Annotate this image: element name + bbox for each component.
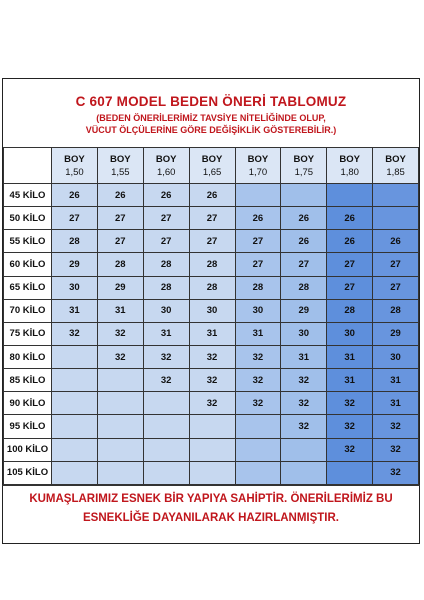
column-header-word: BOY (339, 153, 360, 165)
size-cell: 29 (52, 253, 98, 276)
size-cell: 32 (189, 392, 235, 415)
size-cell: 27 (373, 253, 419, 276)
size-cell: 31 (327, 345, 373, 368)
size-cell (189, 415, 235, 438)
size-cell: 29 (373, 322, 419, 345)
column-header (52, 148, 98, 184)
size-cell (97, 369, 143, 392)
column-header-height: 1,70 (248, 166, 268, 178)
size-cell: 31 (52, 299, 98, 322)
size-cell: 28 (235, 276, 281, 299)
table-row (4, 369, 419, 392)
size-cell: 30 (373, 345, 419, 368)
size-cell: 32 (143, 345, 189, 368)
row-label: 75 KİLO (4, 322, 52, 345)
row-label: 70 KİLO (4, 299, 52, 322)
size-cell (235, 461, 281, 484)
size-cell: 30 (52, 276, 98, 299)
page-title: C 607 MODEL BEDEN ÖNERİ TABLOMUZ (75, 94, 347, 109)
size-cell: 30 (327, 322, 373, 345)
size-cell: 27 (97, 230, 143, 253)
size-cell (327, 461, 373, 484)
size-cell: 32 (373, 415, 419, 438)
column-header-height: 1,80 (340, 166, 359, 178)
size-cell: 26 (327, 207, 373, 230)
size-cell: 32 (327, 392, 373, 415)
size-cell (281, 184, 327, 207)
size-cell: 27 (143, 230, 189, 253)
size-cell (52, 369, 98, 392)
size-cell: 27 (235, 230, 281, 253)
size-cell (235, 184, 281, 207)
size-cell: 28 (373, 299, 419, 322)
size-cell: 31 (235, 322, 281, 345)
size-cell: 30 (143, 299, 189, 322)
size-cell (189, 461, 235, 484)
size-cell (143, 438, 189, 461)
size-cell: 32 (97, 345, 143, 368)
size-cell: 26 (189, 184, 235, 207)
size-cell: 30 (281, 322, 327, 345)
row-label: 80 KİLO (4, 345, 52, 368)
size-cell: 32 (143, 369, 189, 392)
size-cell: 27 (143, 207, 189, 230)
corner-cell (4, 148, 52, 184)
table-row (4, 299, 419, 322)
row-label: 90 KİLO (4, 392, 52, 415)
size-cell (373, 184, 419, 207)
column-header-height: 1,55 (111, 166, 130, 178)
row-label: 50 KİLO (4, 207, 52, 230)
size-cell: 31 (189, 322, 235, 345)
size-cell (143, 415, 189, 438)
size-cell: 27 (327, 276, 373, 299)
row-label: 105 KİLO (4, 461, 52, 484)
column-header-height: 1,60 (156, 166, 176, 178)
size-cell (52, 415, 98, 438)
row-label: 45 KİLO (4, 184, 52, 207)
title-box (2, 78, 420, 146)
size-cell: 32 (327, 438, 373, 461)
column-header-word: BOY (385, 153, 406, 165)
size-cell (143, 461, 189, 484)
subtitle (2, 112, 420, 136)
size-cell: 28 (143, 276, 189, 299)
size-cell: 26 (373, 230, 419, 253)
footer-line-1: KUMAŞLARIMIZ ESNEK BİR YAPIYA SAHİPTİR. ÖNERİLERİMİZ BU (29, 493, 393, 505)
size-cell: 31 (373, 369, 419, 392)
table-row (4, 438, 419, 461)
column-header-height: 1,75 (294, 166, 314, 178)
size-cell: 26 (97, 184, 143, 207)
size-cell: 27 (189, 207, 235, 230)
table-row (4, 392, 419, 415)
size-cell: 32 (327, 415, 373, 438)
size-cell: 26 (235, 207, 281, 230)
size-cell: 32 (52, 322, 98, 345)
column-header-height: 1,50 (65, 166, 84, 178)
size-cell: 32 (189, 369, 235, 392)
size-cell: 32 (373, 461, 419, 484)
table-row (4, 322, 419, 345)
size-cell: 32 (281, 415, 327, 438)
size-cell (52, 392, 98, 415)
column-header-word: BOY (64, 153, 85, 165)
size-cell: 28 (189, 253, 235, 276)
size-cell: 27 (235, 253, 281, 276)
size-cell: 32 (373, 438, 419, 461)
size-cell: 32 (281, 392, 327, 415)
column-header-word: BOY (110, 153, 131, 165)
row-label: 85 KİLO (4, 369, 52, 392)
row-label: 100 KİLO (4, 438, 52, 461)
size-cell: 31 (97, 299, 143, 322)
size-table (3, 147, 419, 485)
table-row (4, 207, 419, 230)
header-row (4, 148, 419, 184)
subtitle-line-2: VÜCUT ÖLÇÜLERİNE GÖRE DEĞİŞİKLİK GÖSTEREBİLİR.) (85, 125, 337, 135)
table-row (4, 230, 419, 253)
table-row (4, 276, 419, 299)
size-cell: 27 (189, 230, 235, 253)
row-label: 95 KİLO (4, 415, 52, 438)
size-cell: 32 (97, 322, 143, 345)
size-cell: 28 (189, 276, 235, 299)
size-cell (97, 461, 143, 484)
subtitle-line-1: (BEDEN ÖNERİLERİMİZ TAVSİYE NİTELİĞİNDE OLUP, (96, 113, 326, 123)
size-cell: 32 (235, 392, 281, 415)
size-cell: 26 (281, 230, 327, 253)
column-header-word: BOY (247, 153, 269, 165)
size-cell: 30 (189, 299, 235, 322)
size-cell (281, 438, 327, 461)
size-cell: 31 (327, 369, 373, 392)
size-cell: 29 (97, 276, 143, 299)
size-cell: 32 (189, 345, 235, 368)
footer-line-2: ESNEKLİĞE DAYANILARAK HAZIRLANMIŞTIR. (83, 512, 339, 524)
column-header (143, 148, 189, 184)
table-row (4, 461, 419, 484)
size-cell: 26 (52, 184, 98, 207)
row-label: 60 KİLO (4, 253, 52, 276)
size-cell: 30 (235, 299, 281, 322)
size-cell: 32 (235, 369, 281, 392)
table-row (4, 345, 419, 368)
table-row (4, 253, 419, 276)
size-cell: 26 (281, 207, 327, 230)
size-cell: 28 (97, 253, 143, 276)
size-cell: 27 (373, 276, 419, 299)
size-cell: 32 (235, 345, 281, 368)
size-cell: 27 (52, 207, 98, 230)
column-header (235, 148, 281, 184)
row-label: 55 KİLO (4, 230, 52, 253)
size-cell (373, 207, 419, 230)
size-cell: 28 (281, 276, 327, 299)
table-row (4, 415, 419, 438)
size-cell: 28 (327, 299, 373, 322)
size-cell (97, 415, 143, 438)
size-cell (235, 415, 281, 438)
column-header (373, 148, 419, 184)
size-cell: 28 (143, 253, 189, 276)
column-header (97, 148, 143, 184)
column-header-word: BOY (155, 153, 177, 165)
size-cell (327, 184, 373, 207)
size-cell: 32 (281, 369, 327, 392)
size-cell: 26 (143, 184, 189, 207)
row-label: 65 KİLO (4, 276, 52, 299)
column-header-height: 1,65 (202, 166, 222, 178)
column-header (189, 148, 235, 184)
size-cell (281, 461, 327, 484)
size-cell: 27 (327, 253, 373, 276)
column-header (281, 148, 327, 184)
size-cell: 31 (373, 392, 419, 415)
column-header-height: 1,85 (386, 166, 405, 178)
column-header-word: BOY (293, 153, 315, 165)
size-cell: 26 (327, 230, 373, 253)
size-cell (189, 438, 235, 461)
size-cell (52, 461, 98, 484)
footer-note (2, 485, 420, 544)
size-cell: 27 (281, 253, 327, 276)
size-cell: 31 (281, 345, 327, 368)
column-header-word: BOY (201, 153, 223, 165)
size-cell: 29 (281, 299, 327, 322)
size-cell (97, 438, 143, 461)
size-cell (97, 392, 143, 415)
size-cell (52, 438, 98, 461)
size-cell (143, 392, 189, 415)
size-cell: 28 (52, 230, 98, 253)
table-body (4, 184, 419, 485)
size-cell (235, 438, 281, 461)
size-cell: 31 (143, 322, 189, 345)
size-cell: 27 (97, 207, 143, 230)
table-row (4, 184, 419, 207)
size-cell (52, 345, 98, 368)
column-header (327, 148, 373, 184)
